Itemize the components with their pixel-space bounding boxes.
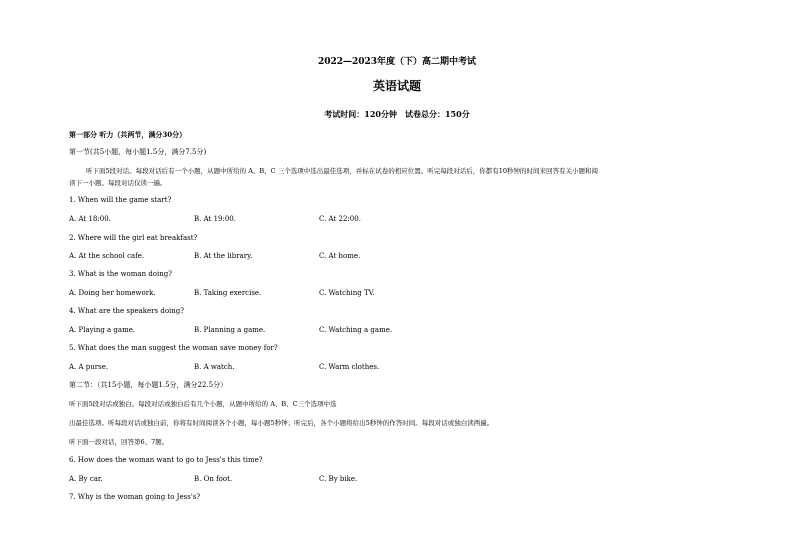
q6-option-a: A. By car. [69, 475, 103, 483]
question-6: 6. How does the woman want to go to Jess's this time? [69, 456, 263, 464]
section1-instructions: 听下面5段对话。每段对话后有一个小题，从题中所给的 A、B、C 三个选项中选出最佳选项，并标在试卷的相应位置。听完每段对话后，你都有10秒钟的时间来回答有关小题和阅 [86, 167, 598, 175]
q3-option-b: B. Taking exercise. [194, 289, 262, 297]
section2-instructions: 听下面5段对话或独白。每段对话或独白后有几个小题，从题中所给的 A、B、C三个选项中选 [69, 400, 337, 408]
q2-option-c: C. At home. [319, 252, 361, 260]
question-3: 3. What is the woman doing? [69, 270, 172, 278]
q4-option-c: C. Watching a game. [319, 326, 393, 334]
q3-option-a: A. Doing her homework. [69, 289, 156, 297]
subject-title: 英语试题 [372, 79, 421, 93]
q6-option-b: B. On foot. [194, 475, 233, 483]
section2-heading: 第二节：（共15小题，每小题1.5分，满分22.5分） [69, 381, 228, 389]
q5-option-b: B. A watch. [194, 363, 235, 371]
section2-instructions-cont: 出最佳选项。听每段对话或独白前，你将有时间阅读各个小题，每小题5秒钟；听完后，各个小题将给出5秒钟的作答时间。每段对话或独白读两遍。 [69, 419, 494, 427]
q5-option-a: A. A purse. [69, 363, 109, 371]
q1-option-a: A. At 18:00. [69, 215, 111, 223]
part1-heading: 第一部分 听力（共两节，满分30分） [69, 130, 187, 139]
question-7: 7. Why is the woman going to Jess's? [69, 493, 201, 501]
q2-option-a: A. At the school cafe. [69, 252, 145, 260]
q4-option-a: A. Playing a game. [69, 326, 136, 334]
q1-option-b: B. At 19:00. [194, 215, 236, 223]
exam-title: 2022—2023年度（下）高二期中考试 [317, 57, 477, 67]
section1-instructions-cont: 读下一小题。每段对话仅读一遍。 [69, 179, 167, 187]
q6-option-c: C. By bike. [319, 475, 358, 483]
section1-heading: 第一节(共5小题，每小题1.5分，满分7.5分) [69, 148, 207, 156]
exam-meta: 考试时间：120分钟 试卷总分：150分 [324, 109, 470, 119]
question-4: 4. What are the speakers doing? [69, 307, 185, 315]
section2-sub-instruction: 听下面一段对话，回答第6、7题。 [69, 438, 169, 446]
question-5: 5. What does the man suggest the woman save money for? [69, 344, 278, 352]
q4-option-b: B. Planning a game. [194, 326, 266, 334]
q3-option-c: C. Watching TV. [319, 289, 375, 297]
q5-option-c: C. Warm clothes. [319, 363, 380, 371]
question-1: 1. When will the game start? [69, 196, 172, 204]
question-2: 2. Where will the girl eat breakfast? [69, 234, 198, 242]
q2-option-b: B. At the library. [194, 252, 253, 260]
q1-option-c: C. At 22:00. [319, 215, 361, 223]
